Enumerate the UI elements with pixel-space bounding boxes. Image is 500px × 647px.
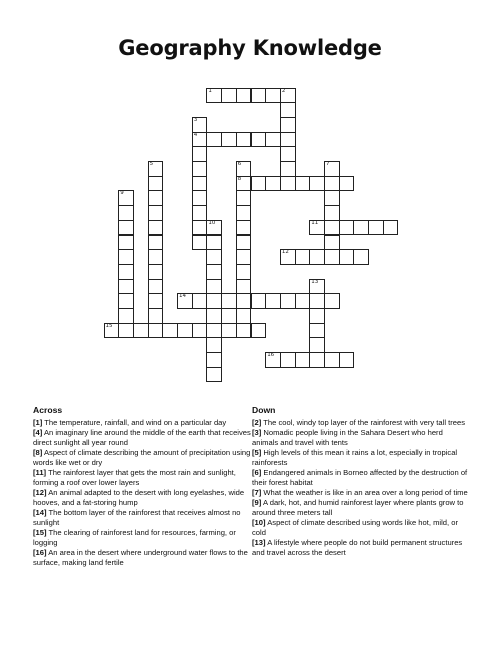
clue-text: An imaginary line around the middle of the earth that receives direct sunlight all year round [33,428,251,447]
clue-number-label: 1 [208,87,212,94]
across-clue [33,448,251,468]
grid-cell[interactable] [280,293,296,309]
grid-cell[interactable] [206,293,222,309]
grid-cell[interactable] [192,117,208,133]
grid-cell[interactable] [324,161,340,177]
clue-number: [16] [33,548,47,557]
grid-cell[interactable] [339,352,355,368]
grid-cell[interactable] [177,323,193,339]
down-clue [252,448,470,468]
grid-cell[interactable] [206,235,222,251]
down-clue [252,498,470,518]
grid-cell[interactable] [265,132,281,148]
clue-text: High levels of this mean it rains a lot, especially in tropical rainforests [252,448,458,467]
grid-cell[interactable] [148,249,164,265]
across-clue [33,428,251,448]
grid-cell[interactable] [192,176,208,192]
clue-text: The bottom layer of the rainforest that receives almost no sunlight [33,508,241,527]
down-clue [252,518,470,538]
clue-number: [3] [252,428,262,437]
grid-cell[interactable] [148,205,164,221]
grid-cell[interactable] [280,249,296,265]
clue-number-label: 15 [105,322,113,329]
across-heading: Across [33,405,63,415]
grid-cell[interactable] [206,132,222,148]
down-clue [252,538,470,558]
grid-cell[interactable] [236,235,252,251]
grid-cell[interactable] [192,132,208,148]
grid-cell[interactable] [236,323,252,339]
grid-cell[interactable] [206,264,222,280]
grid-cell[interactable] [324,235,340,251]
grid-cell[interactable] [309,323,325,339]
grid-cell[interactable] [148,308,164,324]
grid-cell[interactable] [206,249,222,265]
grid-cell[interactable] [177,293,193,309]
clue-number-label: 12 [281,249,289,256]
clue-text: What the weather is like in an area over a long period of time [261,488,468,497]
grid-cell[interactable] [148,190,164,206]
grid-cell[interactable] [265,352,281,368]
grid-cell[interactable] [251,176,267,192]
down-clue [252,468,470,488]
down-heading: Down [252,405,276,415]
grid-cell[interactable] [236,161,252,177]
grid-cell[interactable] [295,293,311,309]
grid-cell[interactable] [236,205,252,221]
grid-cell[interactable] [324,205,340,221]
grid-cell[interactable] [104,323,120,339]
grid-cell[interactable] [118,249,134,265]
grid-cell[interactable] [324,293,340,309]
clue-number-label: 13 [311,278,319,285]
grid-cell[interactable] [236,279,252,295]
grid-cell[interactable] [280,117,296,133]
grid-cell[interactable] [192,220,208,236]
grid-cell[interactable] [221,88,237,104]
clue-number: [14] [33,508,47,517]
grid-cell[interactable] [353,220,369,236]
clue-number-label: 11 [311,219,319,226]
grid-cell[interactable] [221,293,237,309]
grid-cell[interactable] [265,176,281,192]
grid-cell[interactable] [251,132,267,148]
grid-cell[interactable] [265,293,281,309]
grid-cell[interactable] [236,132,252,148]
grid-cell[interactable] [236,190,252,206]
grid-cell[interactable] [206,308,222,324]
grid-cell[interactable] [280,146,296,162]
grid-cell[interactable] [192,293,208,309]
clue-text: A dark, hot, and humid rainforest layer where plants grow to around three meters tall [252,498,464,517]
grid-cell[interactable] [280,176,296,192]
grid-cell[interactable] [221,323,237,339]
grid-cell[interactable] [309,352,325,368]
grid-cell[interactable] [309,293,325,309]
grid-cell[interactable] [324,190,340,206]
grid-cell[interactable] [192,161,208,177]
clue-text: An animal adapted to the desert with long eyelashes, wide hooves, and a fat-storing hump [33,488,245,507]
grid-cell[interactable] [324,220,340,236]
puzzle-title: Geography Knowledge [118,36,382,60]
grid-cell[interactable] [118,235,134,251]
across-clue [33,468,251,488]
grid-cell[interactable] [309,337,325,353]
clue-text: The temperature, rainfall, and wind on a particular day [42,418,227,427]
across-clue [33,418,251,428]
grid-cell[interactable] [280,88,296,104]
grid-cell[interactable] [118,279,134,295]
grid-cell[interactable] [192,205,208,221]
grid-cell[interactable] [118,293,134,309]
grid-cell[interactable] [265,88,281,104]
grid-cell[interactable] [324,249,340,265]
grid-cell[interactable] [280,132,296,148]
grid-cell[interactable] [148,235,164,251]
grid-cell[interactable] [118,205,134,221]
clue-number: [13] [252,538,266,547]
clue-text: Aspect of climate described using words like hot, mild, or cold [252,518,458,537]
grid-cell[interactable] [309,249,325,265]
clue-text: The clearing of rainforest land for resources, farming, or logging [33,528,236,547]
grid-cell[interactable] [148,161,164,177]
clue-number: [12] [33,488,47,497]
grid-cell[interactable] [148,264,164,280]
grid-cell[interactable] [353,249,369,265]
grid-cell[interactable] [118,308,134,324]
grid-cell[interactable] [236,264,252,280]
grid-cell[interactable] [251,323,267,339]
clue-number: [6] [252,468,262,477]
grid-cell[interactable] [206,220,222,236]
grid-cell[interactable] [148,279,164,295]
grid-cell[interactable] [148,176,164,192]
grid-cell[interactable] [206,323,222,339]
grid-cell[interactable] [236,249,252,265]
grid-cell[interactable] [295,249,311,265]
clue-number: [1] [33,418,43,427]
across-clues [33,405,251,568]
clue-number-label: 6 [237,161,242,167]
grid-cell[interactable] [192,235,208,251]
clue-text: The rainforest layer that gets the most rain and sunlight, forming a roof over lower layers [33,468,236,487]
grid-cell[interactable] [280,102,296,118]
across-clue [33,508,251,528]
clue-number: [5] [252,448,262,457]
clue-number-label: 14 [179,293,186,300]
grid-cell[interactable] [324,176,340,192]
grid-cell[interactable] [118,220,134,236]
clue-number-label: 16 [267,352,275,359]
clue-number: [11] [33,468,47,477]
grid-cell[interactable] [118,264,134,280]
grid-cell[interactable] [133,323,149,339]
clue-number: [2] [252,418,262,427]
clue-number-label: 9 [120,190,124,197]
grid-cell[interactable] [339,220,355,236]
grid-cell[interactable] [206,279,222,295]
grid-cell[interactable] [192,323,208,339]
clue-number: [15] [33,528,47,537]
grid-cell[interactable] [236,308,252,324]
clue-text: A lifestyle where people do not build permanent structures and travel across the desert [252,538,463,557]
grid-cell[interactable] [206,337,222,353]
clue-text: Nomadic people living in the Sahara Desert who herd animals and travel with tents [252,428,443,447]
grid-cell[interactable] [236,220,252,236]
clue-number: [8] [33,448,43,457]
grid-cell[interactable] [118,190,134,206]
grid-cell[interactable] [339,249,355,265]
grid-cell[interactable] [236,88,252,104]
down-clue [252,428,470,448]
grid-cell[interactable] [309,279,325,295]
clue-number-label: 3 [193,116,198,123]
clue-number: [10] [252,518,266,527]
grid-cell[interactable] [324,352,340,368]
clue-text: Aspect of climate describing the amount of precipitation using words like wet or dry [33,448,251,467]
clue-number-label: 5 [149,161,154,167]
grid-cell[interactable] [280,161,296,177]
down-clues [252,405,470,558]
grid-cell[interactable] [206,352,222,368]
clue-number: [4] [33,428,43,437]
clue-number-label: 8 [237,175,242,182]
grid-cell[interactable] [206,88,222,104]
grid-cell[interactable] [280,352,296,368]
grid-cell[interactable] [339,176,355,192]
down-clue [252,488,470,498]
grid-cell[interactable] [148,293,164,309]
grid-cell[interactable] [295,352,311,368]
down-clue [252,418,470,428]
across-clue [33,528,251,548]
grid-cell[interactable] [221,132,237,148]
grid-cell[interactable] [118,323,134,339]
clue-number: [9] [252,498,262,507]
grid-cell[interactable] [236,293,252,309]
clue-number-label: 10 [208,219,216,226]
grid-cell[interactable] [309,176,325,192]
clue-text: Endangered animals in Borneo affected by the destruction of their forest habitat [252,468,468,487]
clue-text: The cool, windy top layer of the rainforest with very tall trees [261,418,465,427]
grid-cell[interactable] [148,220,164,236]
grid-cell[interactable] [383,220,399,236]
clue-text: An area in the desert where underground water flows to the surface, making land fertile [33,548,248,567]
clue-number-label: 7 [326,161,330,167]
grid-cell[interactable] [295,176,311,192]
across-clue [33,548,251,568]
grid-cell[interactable] [192,146,208,162]
grid-cell[interactable] [206,367,222,383]
grid-cell[interactable] [309,308,325,324]
across-clue [33,488,251,508]
grid-cell[interactable] [251,88,267,104]
grid-cell[interactable] [148,323,164,339]
grid-cell[interactable] [368,220,384,236]
grid-cell[interactable] [251,293,267,309]
clue-number-label: 4 [193,131,198,138]
clue-number-label: 2 [281,87,286,94]
clue-number: [7] [252,488,262,497]
grid-cell[interactable] [192,190,208,206]
grid-cell[interactable] [162,323,178,339]
grid-cell[interactable] [236,176,252,192]
grid-cell[interactable] [309,220,325,236]
